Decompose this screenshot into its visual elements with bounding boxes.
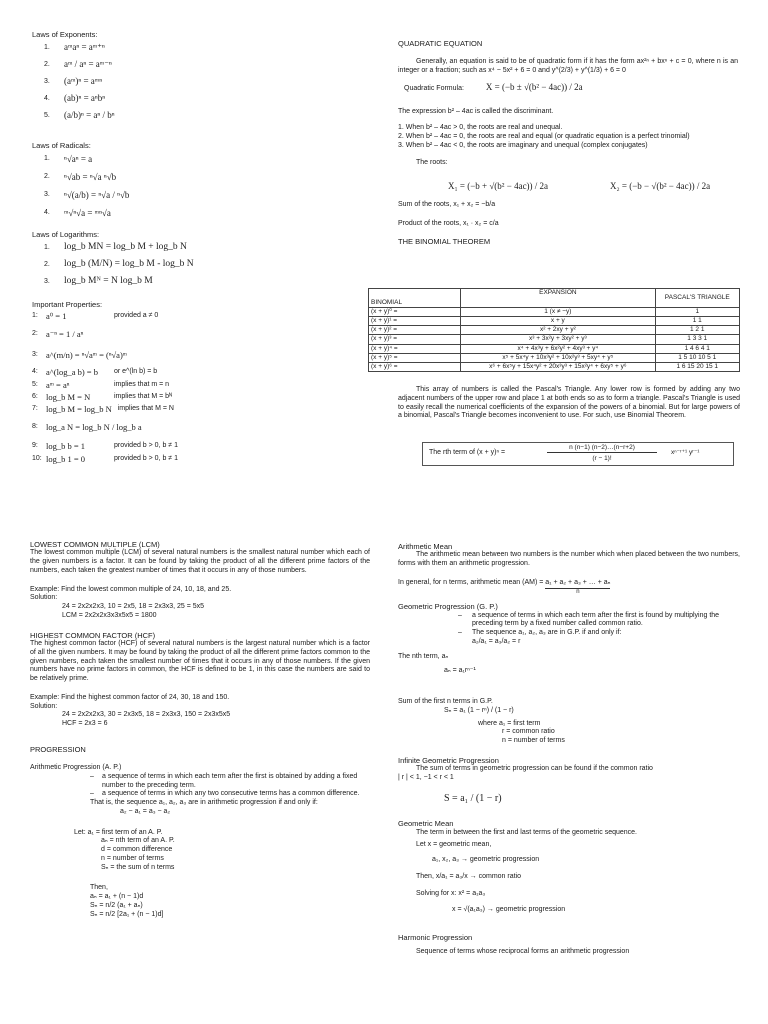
table-header-row bbox=[369, 289, 740, 308]
sum-definitions bbox=[398, 720, 740, 746]
am-paragraph: The arithmetic mean between two numbers is the number which when placed between the two numbers, forms with them an arithmetic progression. bbox=[398, 551, 740, 568]
property-row bbox=[32, 309, 362, 323]
formula: aᵐaⁿ = aᵐ⁺ⁿ bbox=[64, 42, 105, 53]
property-formula: log_b M = N bbox=[46, 392, 91, 403]
gp-bullet-2: – The sequence a₁, a₂, a₃ are in G.P. if and only if: bbox=[458, 629, 622, 636]
property-number: 1: bbox=[32, 312, 38, 319]
ap-definitions bbox=[30, 837, 370, 872]
hp-title: Harmonic Progression bbox=[398, 933, 473, 942]
property-number: 7: bbox=[32, 405, 38, 412]
property-number: 9: bbox=[32, 442, 38, 449]
formula-number: 4. bbox=[44, 94, 50, 102]
ap-definition: n = number of terms bbox=[101, 854, 164, 862]
property-number: 5: bbox=[32, 381, 38, 388]
ap-bullet-1-text: a sequence of terms in which each term after the first is obtained by adding a fixed number to the preceding term. bbox=[102, 772, 358, 789]
property-formula: aᵐ = aⁿ bbox=[46, 380, 70, 391]
formula: (aᵐ)ⁿ = aᵐⁿ bbox=[64, 76, 103, 87]
hcf-paragraph: The highest common factor (HCF) of several natural numbers is the largest natural number which is a factor of all the given numbers. It may be found by taking the product of all the different prime factors common to the given numbers, each taken the smallest number of times that it occurs in any of those numbers. If the given numbers have no prime factors in common, the HCF is defined to be 1, in this case the numbers are said to be relatively prime. bbox=[30, 640, 370, 682]
formula-number: 5. bbox=[44, 111, 50, 119]
cell-expansion: 1 (x ≠ −y) bbox=[461, 308, 655, 317]
lcm-paragraph: The lowest common multiple (LCM) of several natural numbers is the smallest natural number which each of the given numbers is a factor. It can be found by taking the product of all the different prime factors of the numbers, each taken the greatest number of times that it occurs in any of those numbers. bbox=[30, 549, 370, 574]
cell-pascal: 1 3 3 1 bbox=[655, 335, 740, 344]
table-row bbox=[369, 353, 740, 362]
th-binomial: BINOMIAL bbox=[369, 289, 461, 308]
property-row bbox=[32, 391, 362, 403]
logs-list bbox=[32, 239, 362, 290]
property-condition: implies that M = N bbox=[117, 405, 174, 412]
cell-expansion: x⁵ + 5x⁴y + 10x³y² + 10x²y³ + 5xy⁴ + y⁵ bbox=[461, 353, 655, 362]
gp-bullet-1-text: a sequence of terms in which each term after the first is found by multiplying the preceding term by a fixed number called common ratio. bbox=[472, 611, 720, 628]
property-row bbox=[32, 439, 362, 453]
table-row bbox=[369, 317, 740, 326]
disc-cases bbox=[398, 124, 738, 150]
quad-paragraph: Generally, an equation is said to be of quadratic form if it has the form ax²ⁿ + bxⁿ + c = 0, where n is an integer or a fraction; such as x⁴ − 5x² + 6 = 0 and y^(2/3) + y^(1/3) + 6 = 0 bbox=[398, 58, 738, 75]
rth-numerator: n (n−1) (n−2)…(n−r+2) bbox=[547, 444, 657, 453]
quad-formula: X = (−b ± √(b² − 4ac)) / 2a bbox=[485, 81, 583, 92]
hcf-solution-label: Solution: bbox=[30, 702, 58, 710]
property-number: 10: bbox=[32, 455, 42, 462]
formula-row bbox=[32, 56, 362, 73]
formula-row bbox=[32, 273, 362, 290]
property-condition: or e^(ln b) = b bbox=[114, 368, 158, 375]
props-title: Important Properties: bbox=[32, 300, 103, 309]
quad-formula-row bbox=[398, 82, 738, 94]
property-formula: a⁰ = 1 bbox=[46, 311, 67, 322]
quadratic-section bbox=[398, 39, 738, 246]
root-2: X₂ = (−b − √(b² − 4ac)) / 2a bbox=[610, 181, 711, 192]
formula-row bbox=[32, 239, 362, 256]
property-formula: log_b M = log_b N bbox=[46, 404, 112, 415]
formula-row bbox=[32, 186, 362, 204]
roots-row bbox=[398, 181, 738, 193]
formula-number: 1. bbox=[44, 43, 50, 51]
property-row bbox=[32, 323, 362, 345]
binomial-title: THE BINOMIAL THEOREM bbox=[398, 236, 491, 246]
inf-paragraph: The sum of terms in geometric progression can be found if the common ratio bbox=[416, 765, 653, 773]
formula: log_b MN = log_b M + log_b N bbox=[64, 241, 187, 252]
am-numerator: a₁ + a₂ + a₃ + … + aₙ bbox=[545, 579, 610, 589]
gp-bullet-2-text: The sequence a₁, a₂, a₃ are in G.P. if and only if: bbox=[472, 629, 622, 636]
gp-title: Geometric Progression (G. P.) bbox=[398, 602, 498, 612]
formula-number: 1. bbox=[44, 155, 50, 162]
property-row bbox=[32, 379, 362, 391]
ap-then: Then, bbox=[90, 884, 108, 892]
formula-row bbox=[32, 107, 362, 124]
am-general-text: In general, for n terms, arithmetic mean (AM) = bbox=[398, 578, 544, 586]
am-title: Arithmetic Mean bbox=[398, 542, 453, 551]
formula: log_b (M/N) = log_b M - log_b N bbox=[64, 258, 194, 269]
am-general bbox=[398, 579, 740, 596]
lcm-title: LOWEST COMMON MULTIPLE (LCM) bbox=[30, 540, 160, 549]
hcf-step-2: HCF = 2x3 = 6 bbox=[62, 720, 108, 727]
exponents-list bbox=[32, 39, 362, 124]
ap-equation: a₂ − a₁ = a₃ − a₂ bbox=[120, 807, 171, 815]
formula-row bbox=[32, 90, 362, 107]
case-item: 2. When b² – 4ac = 0, the roots are real and equal (or quadratic equation is a perfect trinomial) bbox=[398, 133, 690, 141]
quad-formula-label: Quadratic Formula: bbox=[404, 84, 464, 92]
binomial-table-wrap bbox=[368, 288, 740, 372]
formula-number: 3. bbox=[44, 277, 50, 285]
property-condition: provided b > 0, b ≠ 1 bbox=[114, 455, 178, 462]
ap-bullet-2-text: a sequence of terms in which any two consecutive terms has a common difference. bbox=[102, 790, 360, 798]
exponents-title: Laws of Exponents: bbox=[32, 30, 98, 39]
property-formula: log_b b = 1 bbox=[46, 441, 86, 452]
property-row bbox=[32, 345, 362, 365]
ap-bullet-2: – a sequence of terms in which any two consecutive terms has a common difference. bbox=[90, 790, 360, 798]
sum-label: Sum of the first n terms in G.P. bbox=[398, 698, 493, 705]
formula: ⁿ√ab = ⁿ√a ⁿ√b bbox=[64, 171, 117, 182]
sum-of-roots: Sum of the roots, x₁ + x₂ = −b/a bbox=[398, 201, 496, 209]
cell-binomial: (x + y)² = bbox=[369, 326, 461, 335]
radicals-title: Laws of Radicals: bbox=[32, 141, 91, 150]
property-formula: log_b 1 = 0 bbox=[46, 454, 86, 465]
sum-definition: n = number of terms bbox=[502, 737, 565, 744]
ap-formulas bbox=[30, 893, 370, 919]
formula-number: 4. bbox=[44, 209, 50, 216]
property-number: 8: bbox=[32, 423, 38, 430]
sum-definition: where a₁ = first term bbox=[478, 719, 541, 727]
gm-x: x = √(a₁a₃) → geometric progression bbox=[452, 906, 566, 914]
formula: ⁿ√aⁿ = a bbox=[64, 153, 93, 164]
hcf-example: Example: Find the highest common factor of 24, 30, 18 and 150. bbox=[30, 693, 230, 701]
lcm-step-1: 24 = 2x2x2x3, 10 = 2x5, 18 = 2x3x3, 25 = 5x5 bbox=[62, 603, 205, 611]
log-title: Laws of Logarithms: bbox=[32, 230, 100, 239]
table-row bbox=[369, 344, 740, 353]
property-row bbox=[32, 365, 362, 379]
property-formula: a^(log_a b) = b bbox=[46, 367, 98, 378]
case-item: 1. When b² – 4ac > 0, the roots are real and unequal. bbox=[398, 124, 563, 132]
cell-expansion: x + y bbox=[461, 317, 655, 326]
cell-binomial: (x + y)³ = bbox=[369, 335, 461, 344]
th-pascal: PASCAL'S TRIANGLE bbox=[655, 289, 740, 308]
cell-expansion: x⁶ + 6x⁵y + 15x⁴y² + 20x³y³ + 15x²y⁴ + 6xy⁵ + y⁶ bbox=[461, 362, 655, 371]
discriminant: The expression b² – 4ac is called the discriminant. bbox=[398, 107, 554, 115]
cell-binomial: (x + y)¹ = bbox=[369, 317, 461, 326]
laws-of-logarithms bbox=[32, 230, 362, 290]
th-expansion: EXPANSION bbox=[461, 289, 655, 308]
ap-title: Arithmetic Progression (A. P.) bbox=[30, 764, 122, 772]
gm-then: Then, x/a₁ = a₃/x → common ratio bbox=[416, 872, 522, 880]
ap-that: That is, the sequence a₁, a₂, a₃ are in arithmetic progression if and only if: bbox=[90, 799, 318, 807]
cell-pascal: 1 1 bbox=[655, 317, 740, 326]
cell-pascal: 1 bbox=[655, 308, 740, 317]
formula: ᵐ√ⁿ√a = ᵐⁿ√a bbox=[64, 207, 111, 218]
gm-paragraph: The term in between the first and last terms of the geometric sequence. bbox=[416, 828, 637, 836]
product-of-roots: Product of the roots, x₁ · x₂ = c/a bbox=[398, 219, 499, 227]
formula-number: 2. bbox=[44, 60, 50, 68]
hcf-title: HIGHEST COMMON FACTOR (HCF) bbox=[30, 630, 156, 640]
property-row bbox=[32, 415, 362, 439]
cell-pascal: 1 4 6 4 1 bbox=[655, 344, 740, 353]
gm-title: Geometric Mean bbox=[398, 819, 454, 829]
gm-sequence: a₁, x₂, a₃ → geometric progression bbox=[432, 856, 540, 863]
formula-row bbox=[32, 39, 362, 56]
ap-formula: aₙ = a₁ + (n − 1)d bbox=[90, 893, 144, 901]
property-number: 6: bbox=[32, 393, 38, 400]
table-row bbox=[369, 335, 740, 344]
formula: aᵐ / aⁿ = aᵐ⁻ⁿ bbox=[64, 59, 112, 70]
am-fraction bbox=[545, 579, 610, 596]
property-formula: a^(m/n) = ⁿ√aᵐ = (ⁿ√a)ᵐ bbox=[46, 350, 127, 361]
rth-tail: xⁿ⁻ʳ⁺¹ yʳ⁻¹ bbox=[671, 449, 700, 456]
cell-pascal: 1 5 10 10 5 1 bbox=[655, 353, 740, 362]
hcf-step-1: 24 = 2x2x2x3, 30 = 2x3x5, 18 = 2x3x3, 150 = 2x3x5x5 bbox=[62, 711, 231, 719]
property-row bbox=[32, 453, 362, 465]
ap-formula: Sₙ = n/2 [2a₁ + (n − 1)d] bbox=[90, 910, 164, 918]
sum-formula: Sₙ = a₁ (1 − rⁿ) / (1 − r) bbox=[444, 706, 514, 714]
laws-of-radicals bbox=[32, 141, 362, 222]
case-item: 3. When b² – 4ac < 0, the roots are imaginary and unequal (complex conjugates) bbox=[398, 141, 648, 149]
lcm-section bbox=[30, 540, 370, 919]
cell-expansion: x² + 2xy + y² bbox=[461, 326, 655, 335]
cell-binomial: (x + y)⁶ = bbox=[369, 362, 461, 371]
formula: log_b Mᴺ = N log_b M bbox=[64, 275, 153, 286]
cell-binomial: (x + y)⁵ = bbox=[369, 353, 461, 362]
laws-of-exponents bbox=[32, 30, 362, 124]
lcm-step-2: LCM = 2x2x2x3x3x5x5 = 1800 bbox=[62, 611, 157, 619]
right-bottom-section bbox=[398, 542, 740, 957]
cell-expansion: x⁴ + 4x³y + 6x²y² + 4xy³ + y⁴ bbox=[461, 344, 655, 353]
property-number: 2: bbox=[32, 330, 38, 337]
rth-label: The rth term of (x + y)ⁿ = bbox=[429, 449, 506, 456]
property-formula: a⁻ⁿ = 1 / aⁿ bbox=[46, 329, 84, 340]
table-row bbox=[369, 326, 740, 335]
ap-formula: Sₙ = n/2 (a₁ + aₙ) bbox=[90, 901, 143, 909]
cell-binomial: (x + y)⁰ = bbox=[369, 308, 461, 317]
formula-row bbox=[32, 150, 362, 168]
am-denominator: n bbox=[576, 588, 580, 595]
hp-paragraph: Sequence of terms whose reciprocal forms an arithmetic progression bbox=[416, 948, 630, 956]
inf-title: Infinite Geometric Progression bbox=[398, 755, 499, 765]
cell-pascal: 1 2 1 bbox=[655, 326, 740, 335]
roots-label: The roots: bbox=[416, 158, 448, 166]
property-condition: provided a ≠ 0 bbox=[114, 312, 159, 319]
inf-condition: | r | < 1, −1 < r < 1 bbox=[398, 773, 454, 781]
cell-pascal: 1 6 15 20 15 1 bbox=[655, 362, 740, 371]
property-condition: implies that M = bᴺ bbox=[114, 393, 173, 400]
formula-number: 2. bbox=[44, 260, 50, 268]
property-number: 4: bbox=[32, 368, 38, 375]
progression-title: PROGRESSION bbox=[30, 744, 86, 754]
table-row bbox=[369, 362, 740, 371]
ap-let: Let: a₁ = first term of an A. P. bbox=[74, 828, 163, 836]
formula-row bbox=[32, 73, 362, 90]
formula-number: 1. bbox=[44, 243, 50, 251]
sum-definition: r = common ratio bbox=[502, 728, 555, 736]
lcm-solution-label: Solution: bbox=[30, 594, 58, 602]
formula-number: 3. bbox=[44, 77, 50, 85]
table-row bbox=[369, 308, 740, 317]
property-condition: implies that m = n bbox=[114, 381, 170, 388]
ap-definition: Sₙ = the sum of n terms bbox=[101, 863, 175, 871]
formula-number: 2. bbox=[44, 173, 50, 180]
gp-equation: a₂/a₁ = a₃/a₂ = r bbox=[472, 637, 521, 645]
props-list bbox=[32, 309, 362, 465]
rth-term-box bbox=[422, 442, 734, 466]
property-formula: log_a N = log_b N / log_b a bbox=[46, 422, 142, 433]
ap-definition: aₙ = nth term of an A. P. bbox=[101, 837, 175, 845]
pascal-paragraph: This array of numbers is called the Pascal's Triangle. Any lower row is formed by adding any two adjacent numbers of the upper row and place 1 at both ends so as to form a triangle. Pascal's Triangle is used to easily recall the numerical coefficients of the expansion of the powers of a binomial. But for large powers of a binomial, Pascal's Triangle becomes inconvenient to use. For such, use Binomial Theorem. bbox=[398, 386, 740, 420]
formula-number: 3. bbox=[44, 191, 50, 198]
lcm-example: Example: Find the lowest common multiple of 24, 10, 18, and 25. bbox=[30, 585, 232, 593]
nth-label: The nth term, aₙ bbox=[398, 652, 449, 660]
formula-row bbox=[32, 256, 362, 273]
gm-solve: Solving for x: x² = a₁a₃ bbox=[416, 889, 486, 897]
property-row bbox=[32, 403, 362, 415]
radicals-list bbox=[32, 150, 362, 222]
ap-definition: d = common difference bbox=[101, 846, 173, 854]
property-condition: provided b > 0, b ≠ 1 bbox=[114, 442, 178, 449]
inf-formula: S = a₁ / (1 − r) bbox=[444, 792, 502, 804]
formula: (a/b)ⁿ = aⁿ / bⁿ bbox=[64, 110, 115, 121]
important-properties bbox=[32, 300, 362, 465]
formula: ⁿ√(a/b) = ⁿ√a / ⁿ√b bbox=[64, 189, 130, 200]
nth-formula: aₙ = a₁rⁿ⁻¹ bbox=[444, 667, 476, 675]
root-1: X₁ = (−b + √(b² − 4ac)) / 2a bbox=[448, 181, 549, 192]
quad-title: QUADRATIC EQUATION bbox=[398, 39, 483, 48]
formula-row bbox=[32, 168, 362, 186]
property-number: 3: bbox=[32, 351, 38, 358]
formula: (ab)ⁿ = aⁿbⁿ bbox=[64, 93, 106, 104]
gp-bullet-1: – a sequence of terms in which each term after the first is found by multiplying the preceding term by a fixed number called common ratio. bbox=[398, 612, 740, 630]
cell-expansion: x³ + 3x²y + 3xy² + y³ bbox=[461, 335, 655, 344]
formula-row bbox=[32, 204, 362, 222]
cell-binomial: (x + y)⁴ = bbox=[369, 344, 461, 353]
ap-bullet-1: – a sequence of terms in which each term after the first is obtained by adding a fixed number to the preceding term. bbox=[30, 773, 370, 791]
rth-denominator: (r − 1)! bbox=[592, 455, 612, 462]
binomial-table bbox=[368, 288, 740, 372]
gm-let: Let x = geometric mean, bbox=[416, 841, 492, 849]
